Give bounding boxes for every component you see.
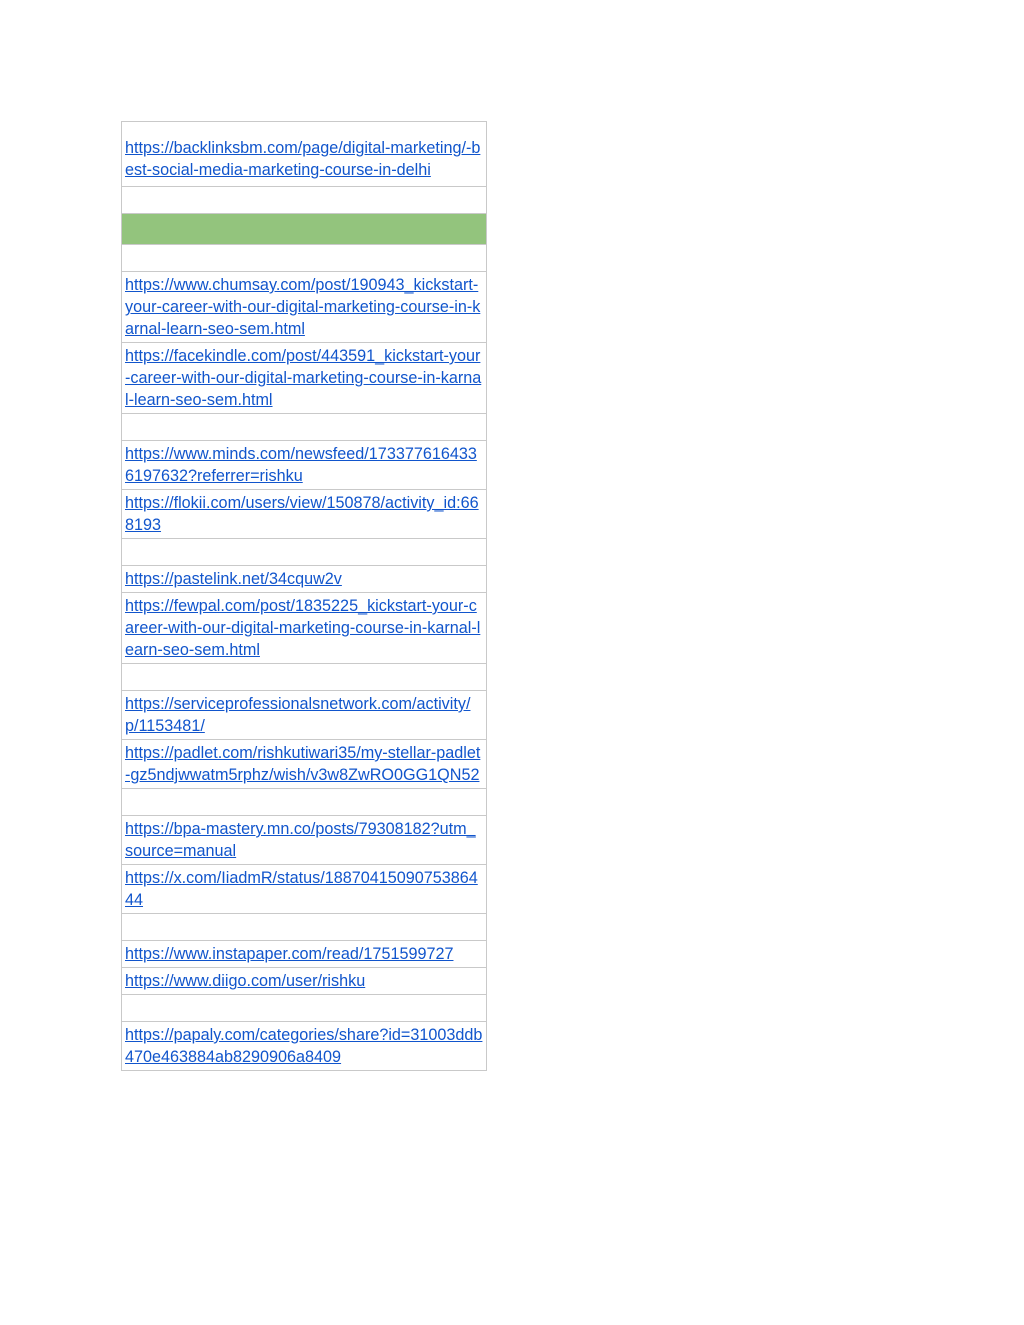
table-row bbox=[122, 968, 487, 995]
empty-row bbox=[122, 995, 487, 1022]
empty-cell bbox=[122, 664, 487, 691]
link[interactable]: https://www.minds.com/newsfeed/1733776164336197632?referrer=rishku bbox=[125, 445, 477, 485]
empty-row bbox=[122, 245, 487, 272]
table-cell bbox=[122, 691, 487, 740]
table-row bbox=[122, 490, 487, 539]
spreadsheet-table bbox=[121, 121, 487, 1071]
table-cell bbox=[122, 441, 487, 490]
table-cell bbox=[122, 490, 487, 539]
empty-row bbox=[122, 914, 487, 941]
table-row bbox=[122, 865, 487, 914]
table-row bbox=[122, 593, 487, 664]
table-cell bbox=[122, 343, 487, 414]
link[interactable]: https://facekindle.com/post/443591_kickstart-your-career-with-our-digital-marketing-course-in-karnal-learn-seo-sem.html bbox=[125, 347, 482, 409]
link[interactable]: https://pastelink.net/34cquw2v bbox=[125, 570, 342, 588]
empty-row bbox=[122, 664, 487, 691]
table-cell bbox=[122, 122, 487, 187]
empty-cell bbox=[122, 414, 487, 441]
table-row bbox=[122, 441, 487, 490]
table-row bbox=[122, 122, 487, 187]
link[interactable]: https://backlinksbm.com/page/digital-marketing/-best-social-media-marketing-course-in-delhi bbox=[125, 139, 481, 179]
table-row bbox=[122, 272, 487, 343]
empty-cell bbox=[122, 187, 487, 214]
link[interactable]: https://www.diigo.com/user/rishku bbox=[125, 972, 366, 990]
empty-row bbox=[122, 539, 487, 566]
link[interactable]: https://flokii.com/users/view/150878/activity_id:668193 bbox=[125, 494, 479, 534]
empty-cell bbox=[122, 539, 487, 566]
table-cell bbox=[122, 1022, 487, 1071]
table-row bbox=[122, 941, 487, 968]
empty-cell bbox=[122, 245, 487, 272]
table-row bbox=[122, 566, 487, 593]
table-row bbox=[122, 691, 487, 740]
link[interactable]: https://serviceprofessionalsnetwork.com/activity/p/1153481/ bbox=[125, 695, 471, 735]
table-row bbox=[122, 740, 487, 789]
table-cell bbox=[122, 740, 487, 789]
table-cell bbox=[122, 816, 487, 865]
table-cell bbox=[122, 593, 487, 664]
table-row bbox=[122, 343, 487, 414]
link[interactable]: https://www.chumsay.com/post/190943_kickstart-your-career-with-our-digital-marketing-course-in-karnal-learn-seo-sem.html bbox=[125, 276, 481, 338]
link[interactable]: https://papaly.com/categories/share?id=31003ddb470e463884ab8290906a8409 bbox=[125, 1026, 483, 1066]
link[interactable]: https://padlet.com/rishkutiwari35/my-stellar-padlet-gz5ndjwwatm5rphz/wish/v3w8ZwRO0GG1QN52 bbox=[125, 744, 481, 784]
table-cell bbox=[122, 272, 487, 343]
link[interactable]: https://www.instapaper.com/read/1751599727 bbox=[125, 945, 454, 963]
table-cell bbox=[122, 968, 487, 995]
table-cell bbox=[122, 941, 487, 968]
empty-cell bbox=[122, 995, 487, 1022]
table-row bbox=[122, 1022, 487, 1071]
empty-cell bbox=[122, 789, 487, 816]
link[interactable]: https://x.com/IiadmR/status/1887041509075386444 bbox=[125, 869, 478, 909]
highlighted-row bbox=[122, 214, 487, 245]
link[interactable]: https://bpa-mastery.mn.co/posts/79308182?utm_source=manual bbox=[125, 820, 476, 860]
highlighted-cell bbox=[122, 214, 487, 245]
table-cell bbox=[122, 865, 487, 914]
table-row bbox=[122, 816, 487, 865]
empty-cell bbox=[122, 914, 487, 941]
table-cell bbox=[122, 566, 487, 593]
link[interactable]: https://fewpal.com/post/1835225_kickstart-your-career-with-our-digital-marketing-course-in-karnal-learn-seo-sem.html bbox=[125, 597, 481, 659]
empty-row bbox=[122, 789, 487, 816]
empty-row bbox=[122, 414, 487, 441]
empty-row bbox=[122, 187, 487, 214]
